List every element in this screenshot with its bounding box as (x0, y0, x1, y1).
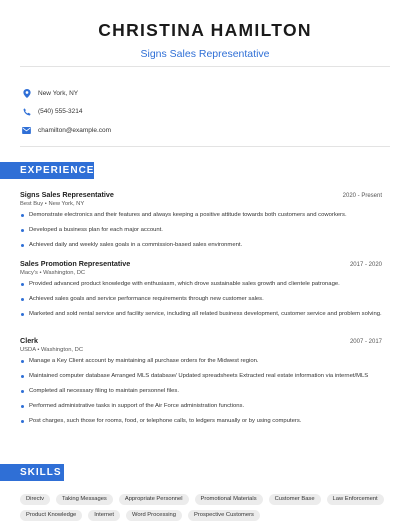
candidate-name: CHRISTINA HAMILTON (98, 20, 312, 40)
job-bullet: Maintained computer database Arranged MLS database/ Updated spreadsheets Extracted real estate information via internet/MLS (20, 372, 382, 380)
email-icon (22, 126, 31, 135)
job-bullet: Demonstrate electronics and their features and always keeping a positive attitude towards both customers and coworkers. (20, 211, 382, 219)
job-company: USDA • Washington, DC (20, 347, 84, 353)
skill-chip: Directv (20, 494, 50, 505)
skills-list (20, 494, 390, 521)
skill-chip: Prospective Customers (188, 510, 260, 521)
candidate-title: Signs Sales Representative (140, 48, 270, 60)
job-title: Signs Sales Representative (20, 190, 114, 199)
contact-list (22, 84, 111, 140)
contact-email-text: chamilton@example.com (38, 126, 112, 134)
job-bullet: Provided advanced product knowledge with enthusiasm, which drove sustainable sales growth and clientele patronage. (20, 280, 382, 288)
job-title: Sales Promotion Representative (20, 259, 131, 268)
job-bullet: Performed administrative tasks in support of the Air Force administration functions. (20, 402, 382, 410)
experience-heading: EXPERIENCE (0, 162, 94, 179)
job-bullet: Completed all necessary filing to maintain personnel files. (20, 387, 382, 395)
job-bullet: Developed a business plan for each major account. (20, 226, 382, 234)
skill-chip: Law Enforcement (327, 494, 384, 505)
job-entry (20, 336, 382, 432)
job-bullet: Achieved sales goals and service performance requirements through new customer sales. (20, 295, 382, 303)
job-dates: 2017 - 2020 (349, 262, 382, 268)
job-dates: 2020 - Present (342, 193, 382, 199)
job-bullet: Marketed and sold rental service and facility service, including all related business development, customer service and problem solving. (20, 310, 382, 318)
job-bullet: Achieved daily and weekly sales goals in a commission-based sales environment. (20, 241, 382, 249)
skill-chip: Word Processing (126, 510, 182, 521)
job-bullets (20, 211, 382, 249)
skill-chip: Customer Base (269, 494, 321, 505)
contact-location (22, 84, 111, 102)
skill-chip: Taking Messages (56, 494, 113, 505)
job-bullet: Post charges, such those for rooms, food, or telephone calls, to ledgers manually or by using computers. (20, 417, 382, 425)
resume-header (0, 0, 410, 60)
job-company: Best Buy • New York, NY (20, 201, 85, 207)
job-title: Clerk (20, 336, 38, 345)
job-bullets (20, 280, 382, 318)
skills-heading: SKILLS (0, 464, 64, 481)
contact-phone (22, 103, 111, 121)
skill-chip: Promotional Materials (195, 494, 263, 505)
contact-phone-text: (540) 555-3214 (38, 108, 83, 115)
job-bullets (20, 357, 382, 425)
phone-icon (22, 107, 31, 116)
skill-chip: Appropriate Personnel (119, 494, 189, 505)
location-pin-icon (22, 89, 31, 98)
job-company: Macy's • Washington, DC (20, 270, 86, 276)
skill-chip: Product Knowledge (20, 510, 82, 521)
contact-location-text: New York, NY (38, 89, 79, 97)
job-entry (20, 190, 382, 256)
job-dates: 2007 - 2017 (349, 339, 382, 345)
job-entry (20, 259, 382, 325)
job-bullet: Manage a Key Client account by maintaining all purchase orders for the Midwest region. (20, 357, 382, 365)
header-divider (20, 66, 390, 67)
contact-email (22, 121, 111, 139)
contact-divider (20, 146, 390, 147)
skill-chip: Internet (88, 510, 120, 521)
